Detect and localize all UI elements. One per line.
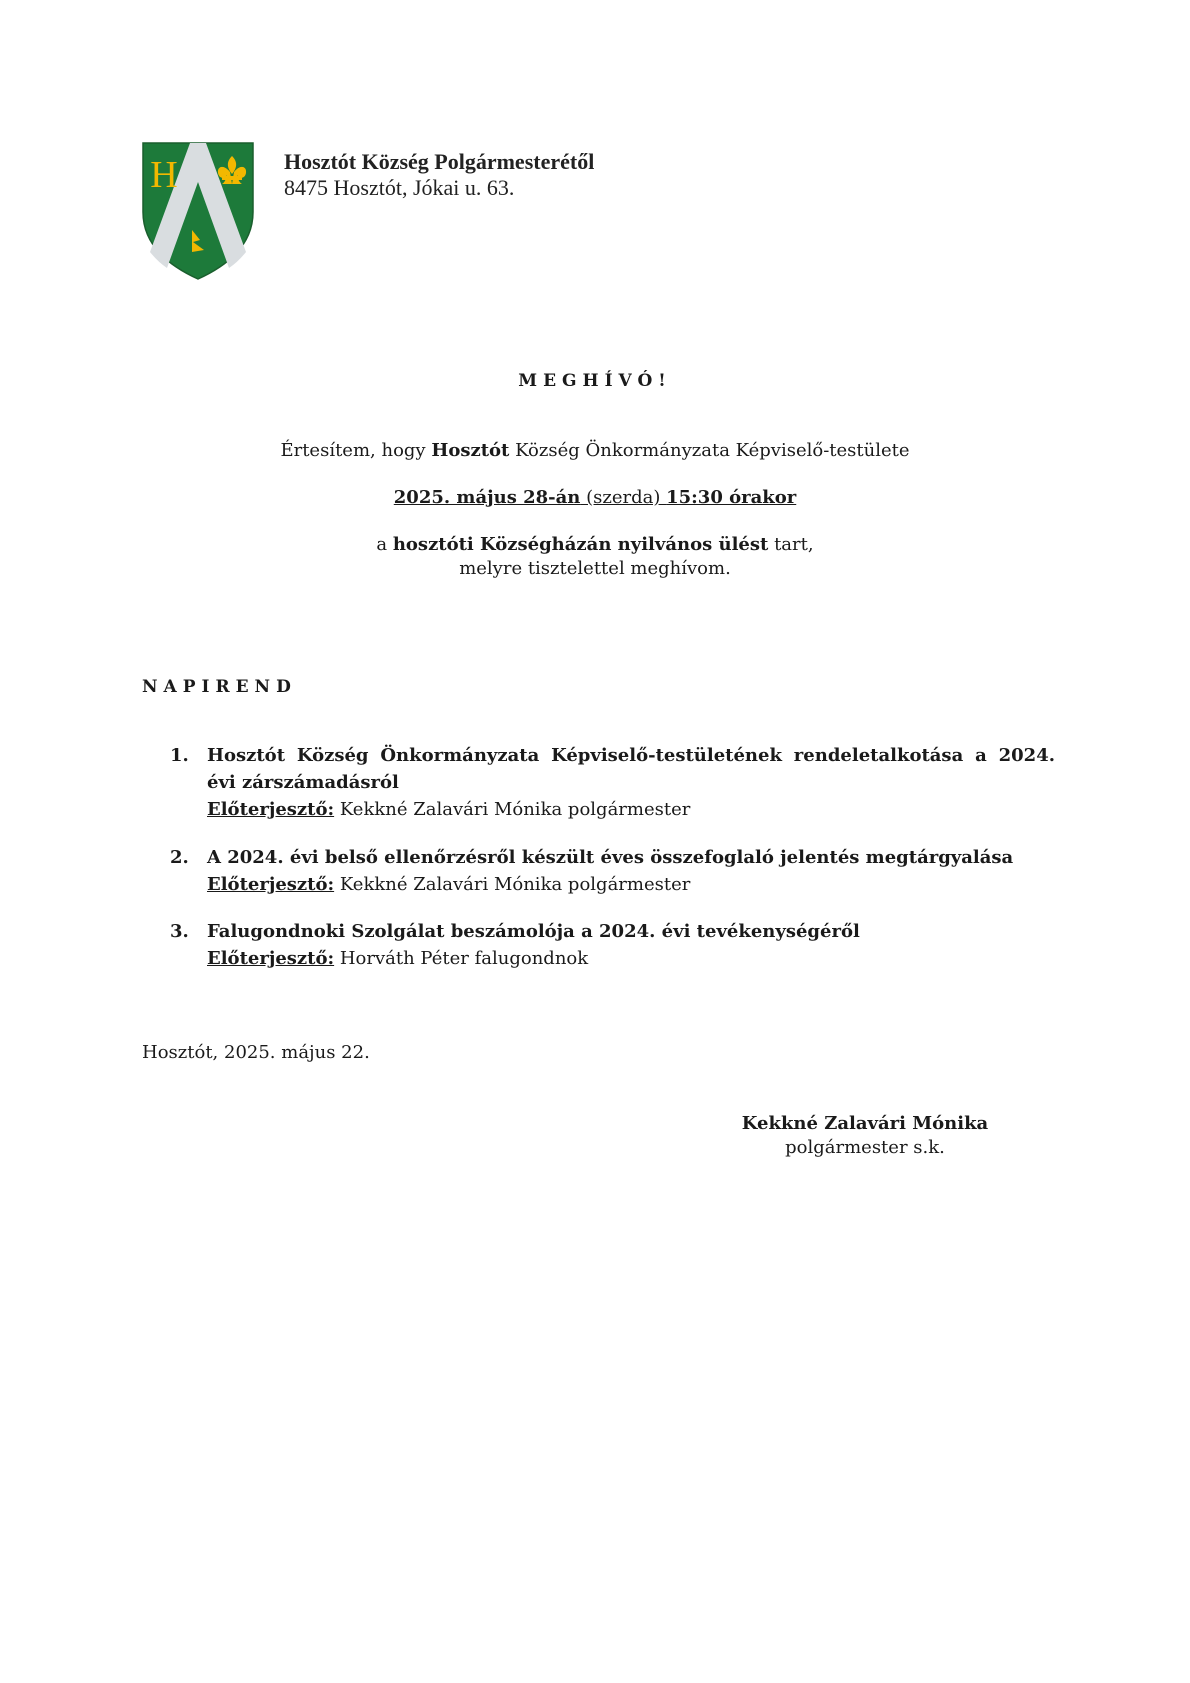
- intro-village: Hosztót: [431, 440, 510, 461]
- signatory-name: Kekkné Zalavári Mónika: [741, 1113, 989, 1134]
- invitation-intro: [0, 439, 1190, 463]
- intro-body: Község Önkormányzata Képviselő-testülete: [509, 440, 910, 461]
- agenda-item: [170, 844, 1055, 898]
- meeting-place: [0, 533, 1190, 581]
- signature-block: [740, 1112, 990, 1160]
- agenda-item: [170, 742, 1055, 823]
- presenter-label: Előterjesztő:: [207, 799, 335, 820]
- meeting-datetime: [0, 486, 1190, 510]
- presenter-label: Előterjesztő:: [207, 948, 335, 969]
- place-suffix: tart,: [768, 534, 814, 555]
- presenter-name: Horváth Péter falugondnok: [339, 948, 589, 969]
- meeting-date: 2025. május 28-án: [393, 487, 581, 508]
- signatory-role: polgármester s.k.: [785, 1137, 945, 1158]
- presenter-label: Előterjesztő:: [207, 874, 335, 895]
- agenda-item-title: Falugondnoki Szolgálat beszámolója a 2024. évi tevékenységéről: [207, 921, 860, 942]
- agenda-item: [170, 918, 1055, 972]
- agenda-item-title: A 2024. évi belső ellenőrzésről készült éves összefoglaló jelentés megtárgyalása: [207, 847, 1014, 868]
- meeting-day: (szerda): [580, 487, 667, 508]
- presenter-name: Kekkné Zalavári Mónika polgármester: [339, 874, 691, 895]
- invitation-closing: melyre tisztelettel meghívom.: [459, 558, 731, 579]
- agenda-item-number: 2.: [170, 847, 189, 868]
- crest-letter: H: [150, 154, 178, 196]
- place-prefix: a: [376, 534, 393, 555]
- coat-of-arms-icon: [142, 142, 254, 280]
- intro-text: Értesítem, hogy: [280, 440, 432, 461]
- agenda-item-title: Hosztót Község Önkormányzata Képviselő-testületének rendeletalkotása a 2024. évi zárszámadásról: [207, 745, 1055, 793]
- issuer-name: Hosztót Község Polgármesterétől: [284, 149, 595, 174]
- agenda-item-number: 3.: [170, 921, 189, 942]
- meeting-time: 15:30 órakor: [666, 487, 797, 508]
- issuer-block: [284, 149, 594, 201]
- agenda-item-number: 1.: [170, 745, 189, 766]
- presenter-name: Kekkné Zalavári Mónika polgármester: [339, 799, 691, 820]
- place-and-date: Hosztót, 2025. május 22.: [142, 1042, 370, 1063]
- agenda-heading: NAPIREND: [142, 677, 297, 697]
- document-title: MEGHÍVÓ!: [518, 371, 672, 391]
- place-text: hosztóti Községházán nyilvános ülést: [392, 534, 769, 555]
- issuer-address: 8475 Hosztót, Jókai u. 63.: [284, 175, 515, 200]
